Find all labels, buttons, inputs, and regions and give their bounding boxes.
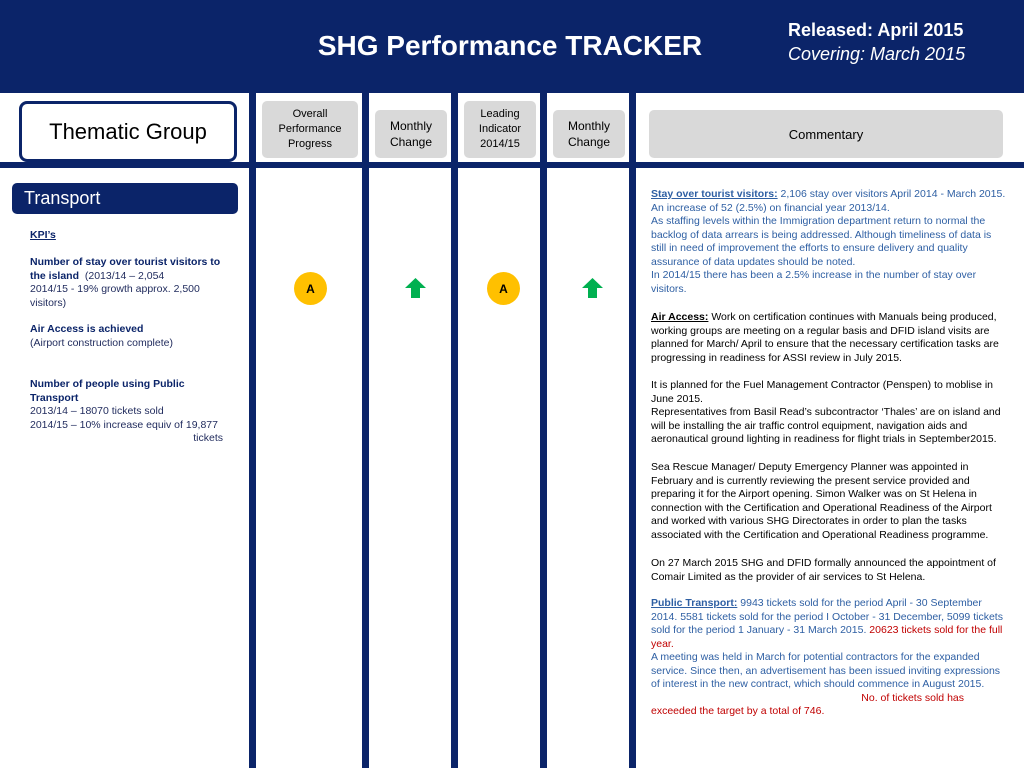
sea-rescue-text: Sea Rescue Manager/ Deputy Emergency Planner was appointed in February and is currently reviewing the present service provided and preparing it for the Airport opening. Simon Walker was on St Helena in connection with the Certification and Operational Readiness of the Airport and worked with various SHG Directorates in order to plan the tasks associated with the Certification and Operational Readiness programme. <box>651 461 992 541</box>
commentary-comair <box>651 557 1006 584</box>
release-date: Released: April 2015 <box>788 20 964 40</box>
leading-rating-label: A <box>499 281 508 296</box>
kpi3-line1: 2013/14 – 18070 tickets sold <box>30 405 164 417</box>
column-divider <box>362 93 369 768</box>
monthly-change-label-2: Monthly Change <box>567 119 611 149</box>
column-divider <box>629 93 636 768</box>
stay-over-text: 2,106 stay over visitors April 2014 - March 2015. An increase of 52 (2.5%) on financial year 2013/14. <box>651 188 1006 214</box>
public-transport-text: 9943 tickets sold for the period April - 30 September 2014. 5581 tickets sold for the period I October - 31 December, 5099 tickets sold for the period 1 January - 31 March 2015. <box>651 597 1003 636</box>
page-title: SHG Performance TRACKER <box>317 30 703 61</box>
basil-text: Representatives from Basil Read’s subcontractor ‘Thales’ are on island and will be installing the air traffic control equipment, navigation aids and aeronautical ground lighting in readiness for flight trials in September2015. <box>651 406 1001 445</box>
tickets-target-line2: exceeded the target by a total of 746. <box>651 705 825 717</box>
fuel-text: It is planned for the Fuel Management Contractor (Penspen) to moblise in June 2015. <box>651 379 994 405</box>
covering-period: Covering: March 2015 <box>788 44 966 64</box>
commentary-stay-over <box>651 188 1006 296</box>
commentary-air-access <box>651 311 1006 365</box>
commentary-header <box>649 110 1003 158</box>
up-arrow-icon <box>405 278 426 298</box>
comair-text: On 27 March 2015 SHG and DFID formally announced the appointment of Comair Limited as the provider of air services to St Helena. <box>651 557 996 583</box>
thematic-group-header <box>19 101 237 162</box>
column-divider <box>249 93 256 768</box>
monthly-change-header <box>375 110 447 158</box>
commentary-fuel <box>651 379 1006 447</box>
kpi3-line2: 2014/15 – 10% increase equiv of 19,877 <box>30 418 218 431</box>
thematic-group-label: Thematic Group <box>49 118 207 144</box>
monthly-change-header-2 <box>553 110 625 158</box>
column-divider <box>540 93 547 768</box>
tickets-target-line1: No. of tickets sold has <box>861 691 964 704</box>
header-divider <box>0 162 1024 168</box>
stay-over-p2: As staffing levels within the Immigration department return to normal the backlog of data arrears is being addressed. Although timeliness of data is still in need of improvement the efforts to ensure delivery and quality assurance of data updates should be noted. <box>651 215 992 268</box>
kpi3-title: Number of people using Public Transport <box>30 378 185 404</box>
kpi2-detail: (Airport construction complete) <box>30 336 173 349</box>
kpi-heading <box>30 229 230 243</box>
kpi1-line2: 2014/15 - 19% growth approx. 2,500 visitors) <box>30 283 200 309</box>
commentary-label: Commentary <box>788 126 864 142</box>
stay-over-label: Stay over tourist visitors: <box>651 188 778 200</box>
public-transport-p2: A meeting was held in March for potential contractors for the expanded service. Since then, an advertisement has been issued inviting expressions of interest in the new contract, which should commence in August 2015. <box>651 651 1001 690</box>
monthly-change-label: Monthly Change <box>389 119 433 149</box>
air-access-text: Work on certification continues with Manuals being produced, working groups are meeting on a regular basis and DFID island visits are planned for March/ April to ensure that the necessary certification tasks are progressing in readiness for ASSI review in July 2015. <box>651 311 999 364</box>
leading-indicator-label: Leading Indicator 2014/15 <box>478 108 522 150</box>
stay-over-p3: In 2014/15 there has been a 2.5% increase in the number of stay over visitors. <box>651 269 977 295</box>
section-title: Transport <box>24 188 101 208</box>
overall-rating-label: A <box>306 281 315 296</box>
kpi3-line3: tickets <box>193 432 223 444</box>
kpi-public-transport <box>30 378 230 446</box>
overall-performance-header <box>262 101 358 158</box>
kpi1-title: Number of stay over tourist visitors to the island <box>30 256 221 282</box>
public-transport-label: Public Transport: <box>651 597 738 609</box>
kpi1-detail: (2013/14 – 2,054 <box>84 269 165 282</box>
overall-rating-amber <box>294 272 327 305</box>
air-access-label: Air Access: <box>651 311 709 323</box>
commentary-sea-rescue <box>651 461 1006 542</box>
overall-performance-label: Overall Performance Progress <box>278 108 342 150</box>
kpi-stay-over <box>30 256 230 310</box>
leading-indicator-header <box>464 101 536 158</box>
kpi-air-access <box>30 323 230 350</box>
up-arrow-icon <box>582 278 603 298</box>
section-transport <box>12 183 238 214</box>
leading-rating-amber <box>487 272 520 305</box>
commentary-public-transport <box>651 597 1006 719</box>
column-divider <box>451 93 458 768</box>
public-transport-total: 20623 tickets sold for the full year. <box>651 624 1003 650</box>
kpis-label: KPI’s <box>30 229 56 241</box>
kpi2-title: Air Access is achieved <box>30 323 144 335</box>
